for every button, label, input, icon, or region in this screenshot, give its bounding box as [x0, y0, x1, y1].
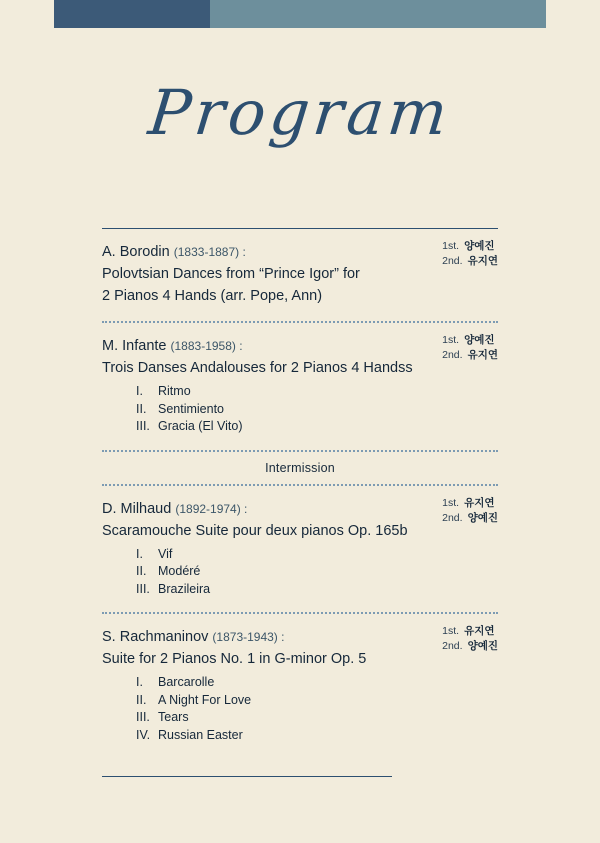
- movement-number: II.: [136, 692, 147, 707]
- movement-item: [136, 692, 498, 710]
- performer-row: [442, 624, 498, 639]
- movement-number: I.: [136, 384, 143, 398]
- composer-name: S. Rachmaninov: [102, 629, 209, 645]
- composer-line: [102, 241, 498, 263]
- movement-number: III.: [136, 710, 150, 724]
- performer-credits: [442, 624, 498, 654]
- movement-number: II.: [136, 401, 147, 416]
- performer-name: 양예진: [464, 334, 495, 346]
- composer-line: [102, 335, 498, 357]
- performer-row: [442, 254, 498, 269]
- top-decorative-bar: [54, 0, 546, 28]
- movement-item: [136, 581, 498, 599]
- divider-solid-bottom: [102, 776, 392, 777]
- movement-item: [136, 401, 498, 419]
- movement-name: Brazileira: [158, 581, 211, 596]
- performer-name: 양예진: [464, 240, 495, 252]
- composer-years: (1892-1974) :: [175, 501, 248, 516]
- movement-item: [136, 563, 498, 581]
- movement-number: I.: [136, 675, 143, 689]
- movement-name: Tears: [158, 710, 189, 724]
- performer-name: 유지연: [464, 625, 495, 637]
- movement-number: II.: [136, 564, 147, 578]
- performer-order: 2nd.: [442, 255, 463, 267]
- movement-item: [136, 727, 498, 745]
- composer-years: (1873-1943) :: [212, 630, 285, 644]
- page-title: Program: [145, 76, 455, 149]
- performer-order: 2nd.: [442, 640, 463, 652]
- movement-name: Modéré: [158, 564, 201, 578]
- page-title-wrap: [0, 76, 600, 149]
- movement-name: A Night For Love: [158, 692, 252, 707]
- work-title-line: Trois Danses Andalouses for 2 Pianos 4 Handss: [102, 360, 413, 376]
- movement-name: Gracia (El Vito): [158, 419, 243, 433]
- performer-order: 2nd.: [442, 349, 463, 361]
- movement-item: [136, 418, 498, 436]
- work-title-line: Scaramouche Suite pour deux pianos Op. 165b: [102, 522, 408, 539]
- movement-name: Barcarolle: [158, 675, 215, 689]
- performer-credits: [442, 239, 498, 269]
- performer-row: [442, 348, 498, 363]
- work-title-line: 2 Pianos 4 Hands (arr. Pope, Ann): [102, 288, 323, 304]
- program-list: [102, 228, 498, 777]
- composer-years: (1833-1887) :: [173, 245, 246, 259]
- movement-item: [136, 546, 498, 564]
- performer-order: 2nd.: [442, 511, 463, 524]
- movement-item: [136, 709, 498, 727]
- performer-credits: [442, 496, 498, 526]
- intermission-label: Intermission: [265, 460, 335, 475]
- composer-name: M. Infante: [102, 338, 167, 354]
- performer-credits: [442, 333, 498, 363]
- performer-name: 유지연: [464, 496, 495, 509]
- performer-order: 1st.: [442, 334, 460, 346]
- program-entry: [102, 614, 498, 758]
- performer-name: 유지연: [467, 255, 498, 267]
- performer-order: 1st.: [442, 496, 460, 509]
- movement-number: IV.: [136, 727, 151, 742]
- composer-years: (1883-1958) :: [170, 339, 243, 353]
- movement-number: III.: [136, 581, 150, 596]
- program-entry: [102, 486, 498, 613]
- composer-name: A. Borodin: [102, 244, 170, 260]
- movement-list: [136, 383, 498, 436]
- performer-order: 1st.: [442, 240, 460, 252]
- movement-number: I.: [136, 546, 143, 561]
- performer-name: 양예진: [467, 640, 498, 652]
- performer-order: 1st.: [442, 625, 460, 637]
- movement-name: Ritmo: [158, 384, 191, 398]
- top-bar-segment-dark: [54, 0, 210, 28]
- program-entry: [102, 229, 498, 321]
- movement-list: [136, 674, 498, 744]
- composer-line: [102, 498, 498, 520]
- composer-name: D. Milhaud: [102, 500, 172, 517]
- performer-name: 유지연: [467, 349, 498, 361]
- composer-line: [102, 626, 498, 648]
- movement-name: Vif: [158, 546, 173, 561]
- work-title-line: Polovtsian Dances from “Prince Igor” for: [102, 266, 360, 282]
- movement-name: Russian Easter: [158, 727, 243, 742]
- movement-name: Sentimiento: [158, 401, 225, 416]
- movement-number: III.: [136, 419, 150, 433]
- performer-row: [442, 511, 498, 526]
- movement-list: [136, 546, 498, 599]
- performer-row: [442, 333, 498, 348]
- work-title-line: Suite for 2 Pianos No. 1 in G-minor Op. 5: [102, 651, 367, 667]
- movement-item: [136, 674, 498, 692]
- performer-name: 양예진: [467, 511, 498, 524]
- program-entry: [102, 323, 498, 450]
- top-bar-segment-mid: [210, 0, 546, 28]
- performer-row: [442, 639, 498, 654]
- performer-row: [442, 239, 498, 254]
- performer-row: [442, 496, 498, 511]
- movement-item: [136, 383, 498, 401]
